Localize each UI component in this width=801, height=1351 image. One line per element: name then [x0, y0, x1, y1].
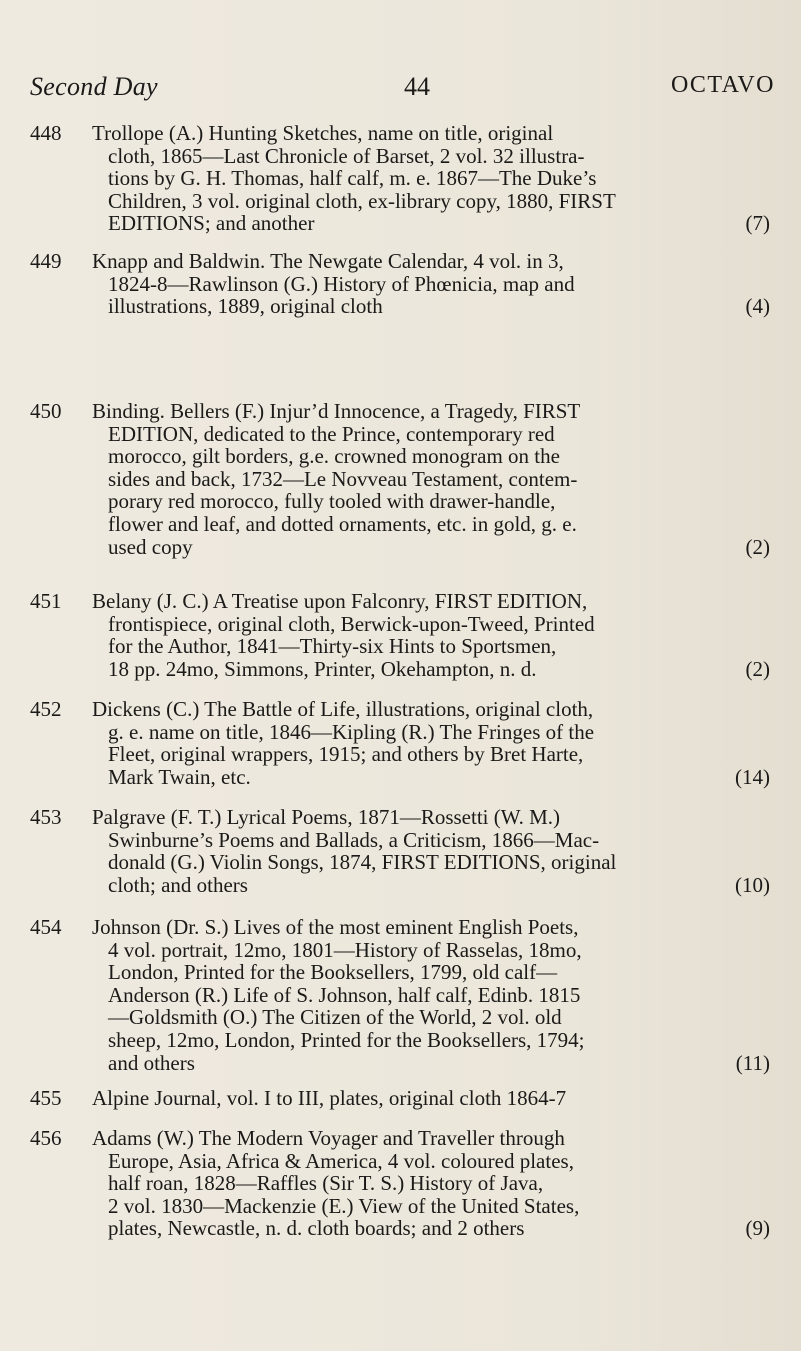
description-line	[92, 1127, 770, 1150]
lot-quantity: (2)	[745, 656, 770, 681]
line-text: EDITIONS; and another	[108, 211, 315, 236]
description-line	[92, 766, 770, 789]
line-text: London, Printed for the Booksellers, 1799, old calf—	[108, 960, 558, 985]
lot-description	[92, 698, 770, 788]
line-text: Belany (J. C.) A Treatise upon Falconry, FIRST EDITION,	[92, 589, 588, 613]
lot-number: 448	[30, 121, 62, 145]
line-text: 2 vol. 1830—Mackenzie (E.) View of the United States,	[108, 1193, 580, 1218]
description-line	[92, 490, 770, 513]
description-line	[92, 1006, 770, 1029]
description-line	[92, 916, 770, 939]
lot-description	[92, 250, 770, 318]
description-line	[92, 984, 770, 1007]
lot-number: 456	[30, 1126, 62, 1150]
line-text: Johnson (Dr. S.) Lives of the most eminent English Poets,	[92, 915, 579, 939]
description-line	[92, 1087, 770, 1110]
line-text: EDITION, dedicated to the Prince, contemporary red	[108, 421, 555, 446]
description-line	[92, 445, 770, 468]
lot-description	[92, 400, 770, 558]
line-text: for the Author, 1841—Thirty-six Hints to Sportsmen,	[108, 634, 557, 659]
description-line	[92, 698, 770, 721]
description-line	[92, 939, 770, 962]
line-text: Mark Twain, etc.	[108, 764, 251, 789]
description-line	[92, 122, 770, 145]
line-text: frontispiece, original cloth, Berwick-upon-Tweed, Printed	[108, 611, 595, 636]
lot-quantity: (7)	[745, 211, 770, 236]
description-line	[92, 829, 770, 852]
description-line	[92, 1150, 770, 1173]
description-line	[92, 613, 770, 636]
lot-description	[92, 1087, 770, 1110]
description-line	[92, 400, 770, 423]
description-line	[92, 212, 770, 235]
line-text: used copy	[108, 534, 193, 559]
description-line	[92, 167, 770, 190]
description-line	[92, 721, 770, 744]
description-line	[92, 874, 770, 897]
line-text: Adams (W.) The Modern Voyager and Traveller through	[92, 1126, 565, 1150]
line-text: Fleet, original wrappers, 1915; and others by Bret Harte,	[108, 742, 584, 767]
description-line	[92, 190, 770, 213]
line-text: Anderson (R.) Life of S. Johnson, half calf, Edinb. 1815	[108, 982, 581, 1007]
lot-number: 450	[30, 399, 62, 423]
lot-description	[92, 806, 770, 896]
description-line	[92, 1029, 770, 1052]
description-line	[92, 273, 770, 296]
description-line	[92, 295, 770, 318]
description-line	[92, 590, 770, 613]
lot-quantity: (11)	[735, 1050, 770, 1075]
line-text: Alpine Journal, vol. I to III, plates, original cloth 1864-7	[92, 1086, 567, 1110]
description-line	[92, 468, 770, 491]
description-line	[92, 250, 770, 273]
description-line	[92, 658, 770, 681]
line-text: sides and back, 1732—Le Novveau Testament, contem-	[108, 466, 578, 491]
line-text: Dickens (C.) The Battle of Life, illustrations, original cloth,	[92, 697, 594, 721]
description-line	[92, 851, 770, 874]
page-number: 44	[404, 72, 430, 101]
lot-quantity: (14)	[735, 764, 770, 789]
line-text: plates, Newcastle, n. d. cloth boards; and 2 others	[108, 1216, 525, 1241]
running-head-left: Second Day	[30, 72, 158, 101]
description-line	[92, 423, 770, 446]
line-text: 4 vol. portrait, 12mo, 1801—History of Rasselas, 18mo,	[108, 937, 582, 962]
description-line	[92, 536, 770, 559]
description-line	[92, 743, 770, 766]
description-line	[92, 1195, 770, 1218]
description-line	[92, 1052, 770, 1075]
line-text: and others	[108, 1050, 195, 1075]
lot-number: 454	[30, 915, 62, 939]
line-text: half roan, 1828—Raffles (Sir T. S.) History of Java,	[108, 1171, 544, 1196]
line-text: cloth, 1865—Last Chronicle of Barset, 2 vol. 32 illustra-	[108, 143, 585, 168]
lot-number: 455	[30, 1086, 62, 1110]
running-head-right: OCTAVO	[671, 72, 775, 98]
line-text: Europe, Asia, Africa & America, 4 vol. coloured plates,	[108, 1148, 574, 1173]
description-line	[92, 1217, 770, 1240]
line-text: morocco, gilt borders, g.e. crowned monogram on the	[108, 444, 560, 469]
lot-number: 451	[30, 589, 62, 613]
line-text: 18 pp. 24mo, Simmons, Printer, Okehampton, n. d.	[108, 656, 537, 681]
lot-description	[92, 590, 770, 680]
line-text: —Goldsmith (O.) The Citizen of the World, 2 vol. old	[108, 1005, 562, 1030]
lot-number: 453	[30, 805, 62, 829]
description-line	[92, 513, 770, 536]
lot-description	[92, 916, 770, 1074]
lot-quantity: (9)	[745, 1216, 770, 1241]
line-text: Trollope (A.) Hunting Sketches, name on title, original	[92, 121, 554, 145]
description-line	[92, 961, 770, 984]
page-header	[30, 72, 775, 112]
lot-number: 452	[30, 697, 62, 721]
description-line	[92, 806, 770, 829]
line-text: flower and leaf, and dotted ornaments, etc. in gold, g. e.	[108, 511, 577, 536]
line-text: 1824-8—Rawlinson (G.) History of Phœnicia, map and	[108, 271, 575, 296]
line-text: donald (G.) Violin Songs, 1874, FIRST EDITIONS, original	[108, 850, 617, 875]
lot-quantity: (2)	[745, 534, 770, 559]
line-text: sheep, 12mo, London, Printed for the Booksellers, 1794;	[108, 1027, 585, 1052]
line-text: Swinburne’s Poems and Ballads, a Criticism, 1866—Mac-	[108, 827, 600, 852]
lot-quantity: (4)	[745, 294, 770, 319]
line-text: tions by G. H. Thomas, half calf, m. e. 1867—The Duke’s	[108, 166, 597, 191]
description-line	[92, 145, 770, 168]
lot-number: 449	[30, 249, 62, 273]
lot-quantity: (10)	[735, 872, 770, 897]
lot-description	[92, 122, 770, 235]
lot-description	[92, 1127, 770, 1240]
line-text: cloth; and others	[108, 872, 248, 897]
line-text: porary red morocco, fully tooled with drawer-handle,	[108, 489, 556, 514]
line-text: Palgrave (F. T.) Lyrical Poems, 1871—Rossetti (W. M.)	[92, 805, 561, 829]
line-text: Binding. Bellers (F.) Injur’d Innocence, a Tragedy, FIRST	[92, 399, 581, 423]
description-line	[92, 1172, 770, 1195]
line-text: illustrations, 1889, original cloth	[108, 294, 383, 319]
line-text: g. e. name on title, 1846—Kipling (R.) The Fringes of the	[108, 719, 595, 744]
line-text: Knapp and Baldwin. The Newgate Calendar, 4 vol. in 3,	[92, 249, 564, 273]
description-line	[92, 635, 770, 658]
line-text: Children, 3 vol. original cloth, ex-library copy, 1880, FIRST	[108, 188, 616, 213]
